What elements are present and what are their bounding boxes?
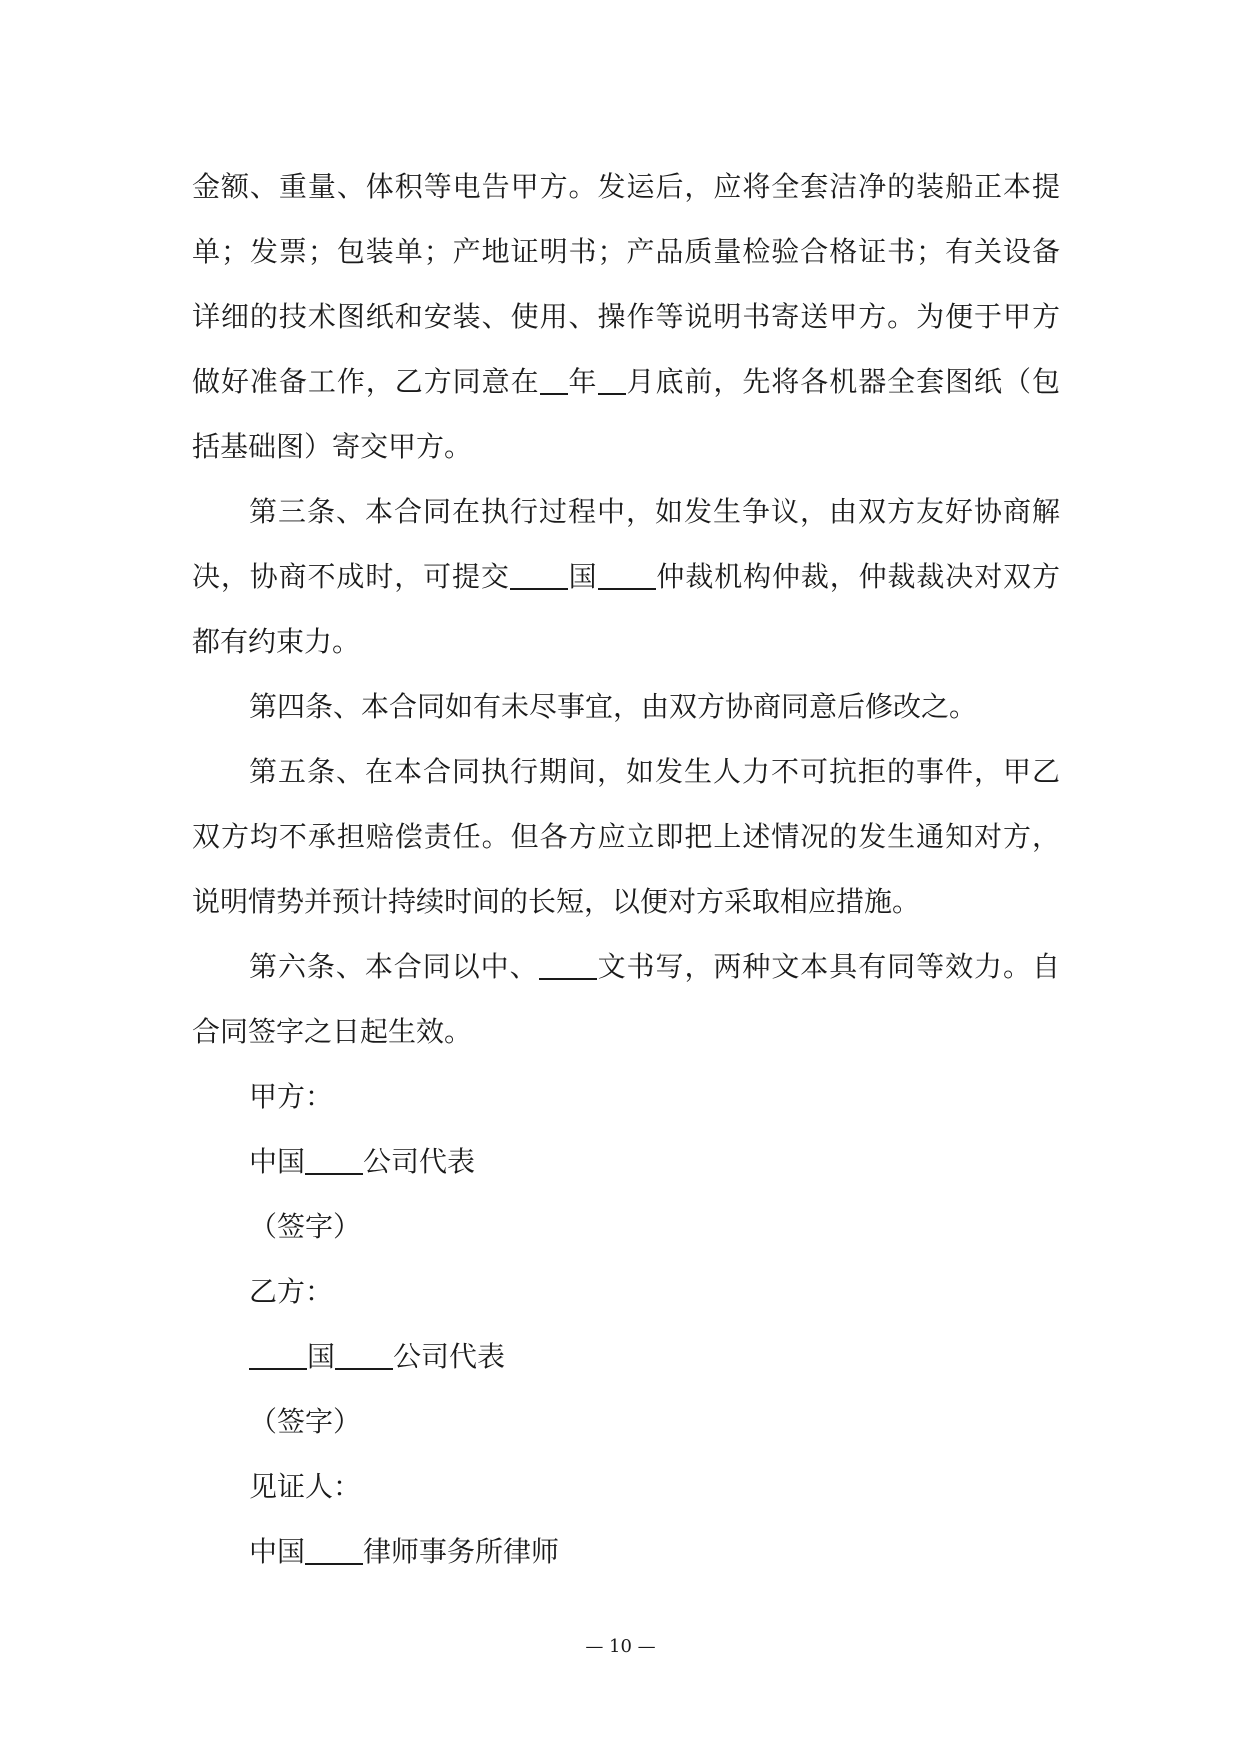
text-line: 单；发票；包装单；产地证明书；产品质量检验合格证书；有关设备 xyxy=(192,235,1060,268)
text-line xyxy=(192,349,1060,414)
fill-blank xyxy=(305,1145,363,1175)
text-line: 说明情势并预计持续时间的长短，以便对方采取相应措施。 xyxy=(192,885,921,918)
text-span: 国 xyxy=(567,560,598,593)
party-a-label: 甲方： xyxy=(249,1080,334,1113)
text-line: 金额、重量、体积等电告甲方。发运后，应将全套洁净的装船正本提 xyxy=(192,170,1060,203)
fill-blank xyxy=(510,560,568,590)
text-span: 仲裁机构仲裁，仲裁裁决对双方 xyxy=(655,560,1060,593)
witness-representative xyxy=(192,1519,1060,1584)
party-b-signature: （签字） xyxy=(249,1405,362,1438)
text-line xyxy=(192,934,1060,999)
text-span: 年 xyxy=(567,365,598,398)
witness-label: 见证人： xyxy=(249,1470,362,1503)
document-body xyxy=(192,154,1060,1584)
text-span: 月底前，先将各机器全套图纸（包 xyxy=(625,365,1060,398)
fill-blank xyxy=(598,365,626,395)
page-number: — 10 — xyxy=(585,1636,656,1657)
text-line: 第五条、在本合同执行期间，如发生人力不可抗拒的事件，甲乙 xyxy=(249,755,1060,788)
text-line: 第四条、本合同如有未尽事宜，由双方协商同意后修改之。 xyxy=(249,690,978,723)
text-span: 中国 xyxy=(249,1535,306,1568)
text-line: 双方均不承担赔偿责任。但各方应立即把上述情况的发生通知对方， xyxy=(192,820,1060,853)
text-span: 律师事务所律师 xyxy=(363,1535,560,1568)
text-span: 公司代表 xyxy=(363,1145,476,1178)
party-a-representative xyxy=(192,1129,1060,1194)
party-b-representative xyxy=(192,1324,1060,1389)
text-line xyxy=(192,544,1060,609)
text-span: 决，协商不成时，可提交 xyxy=(192,560,510,593)
fill-blank xyxy=(539,950,597,980)
text-span: 做好准备工作，乙方同意在 xyxy=(192,365,540,398)
text-line: 都有约束力。 xyxy=(192,625,361,658)
text-span: 国 xyxy=(307,1340,336,1373)
text-span: 中国 xyxy=(249,1145,306,1178)
text-line: 详细的技术图纸和安装、使用、操作等说明书寄送甲方。为便于甲方 xyxy=(192,300,1060,333)
text-line: 第三条、本合同在执行过程中，如发生争议，由双方友好协商解 xyxy=(249,495,1060,528)
text-span: 第六条、本合同以中、 xyxy=(249,950,539,983)
text-span: 公司代表 xyxy=(393,1340,506,1373)
text-line: 合同签字之日起生效。 xyxy=(192,1015,473,1048)
fill-blank xyxy=(249,1340,307,1370)
text-line: 括基础图）寄交甲方。 xyxy=(192,430,473,463)
party-b-label: 乙方： xyxy=(249,1275,334,1308)
party-a-signature: （签字） xyxy=(249,1210,362,1243)
fill-blank xyxy=(335,1340,393,1370)
fill-blank xyxy=(305,1535,363,1565)
fill-blank xyxy=(540,365,568,395)
text-span: 文书写，两种文本具有同等效力。自 xyxy=(596,950,1060,983)
fill-blank xyxy=(598,560,656,590)
